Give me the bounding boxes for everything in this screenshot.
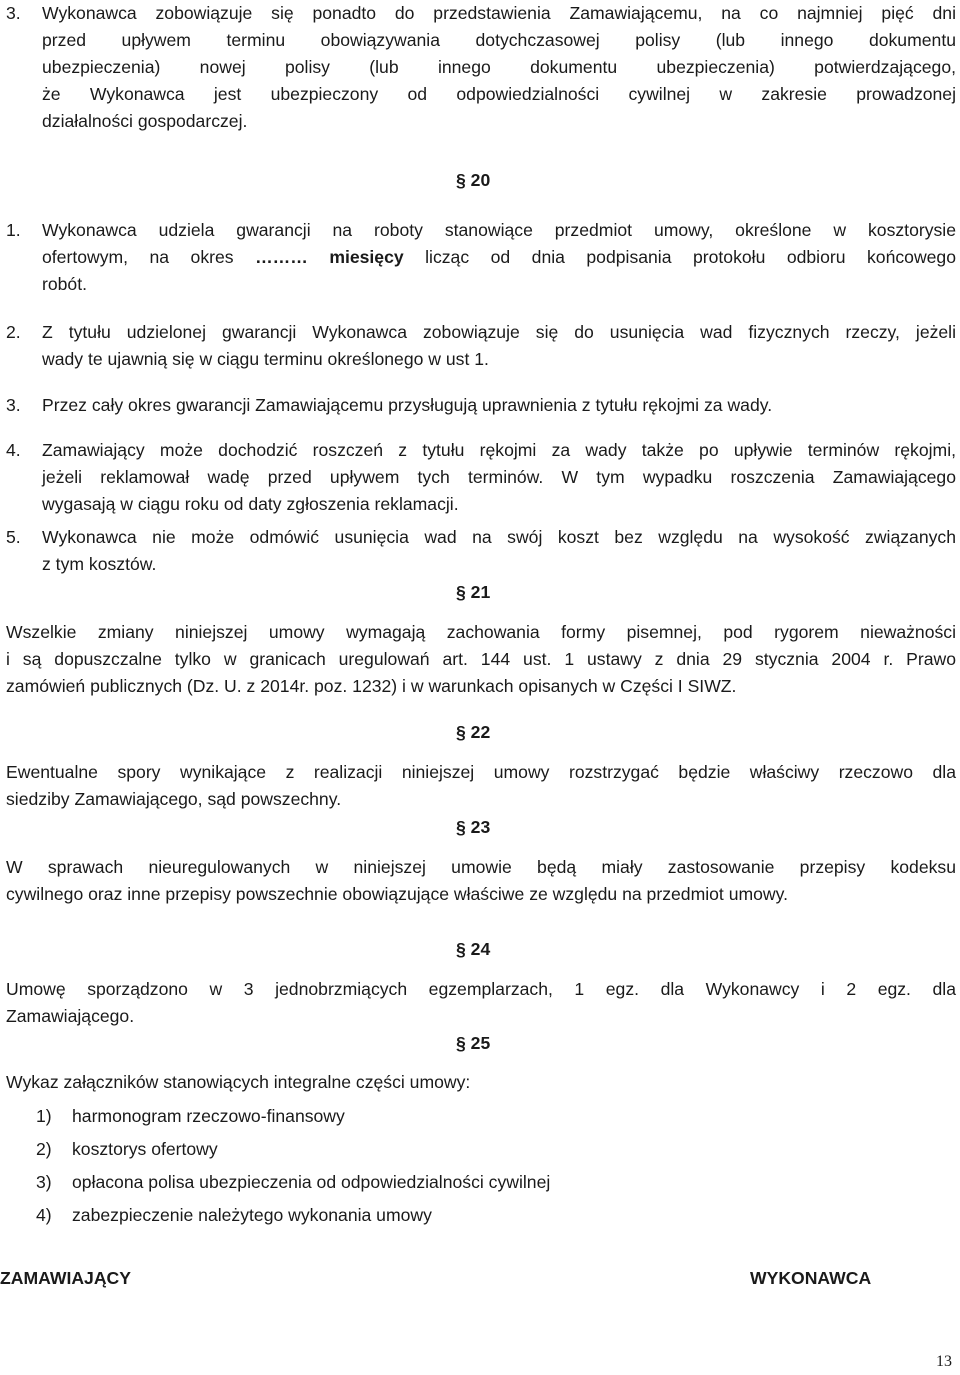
s20-item-1 <box>6 217 956 298</box>
clause-line: wygasają w ciągu roku od daty zgłoszenia reklamacji. <box>42 494 459 514</box>
s20-item-3 <box>6 392 956 419</box>
s25-intro <box>6 1069 956 1096</box>
paragraph-line: siedziby Zamawiającego, sąd powszechny. <box>6 789 342 809</box>
paragraph-line: Umowę sporządzono w 3 jednobrzmiących egzemplarzach, 1 egz. dla Wykonawcy i 2 egz. dla <box>6 979 956 999</box>
s20-item-4 <box>6 437 956 518</box>
list-item-text: opłacona polisa ubezpieczenia od odpowiedzialności cywilnej <box>72 1172 551 1192</box>
paragraph-line: W sprawach nieuregulowanych w niniejszej umowie będą miały zastosowanie przepisy kodeksu <box>6 857 956 877</box>
clause-3-insurance <box>6 0 956 135</box>
clause-number: 2. <box>6 322 21 342</box>
warranty-period-months: ……… miesięcy <box>255 247 404 267</box>
clause-line: działalności gospodarczej. <box>42 111 248 131</box>
signature-contractor: WYKONAWCA <box>750 1268 872 1288</box>
clause-line-part: licząc od dnia podpisania protokołu odbioru końcowego <box>403 247 957 267</box>
s21-paragraph <box>6 619 956 700</box>
list-item-number: 4) <box>36 1205 52 1225</box>
section-heading-25: § 25 <box>456 1033 491 1053</box>
clause-line: Przez cały okres gwarancji Zamawiającemu przysługują uprawnienia z tytułu rękojmi za wady. <box>42 395 773 415</box>
paragraph-line: Ewentualne spory wynikające z realizacji niniejszej umowy rozstrzygać będzie właściwy rzeczowo dla <box>6 762 956 782</box>
clause-line: Wykonawca zobowiązuje się ponadto do przedstawienia Zamawiającemu, na co najmniej pięć dni <box>42 3 956 23</box>
list-item-text: kosztorys ofertowy <box>72 1139 218 1159</box>
list-item-number: 1) <box>36 1106 52 1126</box>
paragraph-line: zamówień publicznych (Dz. U. z 2014r. poz. 1232) i w warunkach opisanych w Części I SIWZ. <box>6 676 737 696</box>
clause-line: Wykonawca udziela gwarancji na roboty stanowiące przedmiot umowy, określone w kosztorysie <box>42 220 956 240</box>
list-item-number: 2) <box>36 1139 52 1159</box>
s22-paragraph <box>6 759 956 813</box>
clause-line: z tym kosztów. <box>42 554 157 574</box>
s24-paragraph <box>6 976 956 1030</box>
paragraph-line: Wykaz załączników stanowiących integralne części umowy: <box>6 1072 471 1092</box>
section-heading-21: § 21 <box>456 582 491 602</box>
paragraph-line: i są dopuszczalne tylko w granicach uregulowań art. 144 ust. 1 ustawy z dnia 29 stycznia 2004 r. Prawo <box>6 649 956 669</box>
section-heading-22: § 22 <box>456 722 491 742</box>
clause-line: Z tytułu udzielonej gwarancji Wykonawca zobowiązuje się do usunięcia wad fizycznych rzeczy, jeżeli <box>42 322 956 342</box>
paragraph-line: Wszelkie zmiany niniejszej umowy wymagają zachowania formy pisemnej, pod rygorem nieważności <box>6 622 956 642</box>
paragraph-line: Zamawiającego. <box>6 1006 135 1026</box>
list-item-text: harmonogram rzeczowo-finansowy <box>72 1106 345 1126</box>
clause-number: 3. <box>6 395 21 415</box>
section-heading-23: § 23 <box>456 817 491 837</box>
signature-ordering-party: ZAMAWIAJĄCY <box>0 1268 131 1288</box>
s20-item-2 <box>6 319 956 373</box>
clause-number: 1. <box>6 220 21 240</box>
clause-line: Wykonawca nie może odmówić usunięcia wad na swój koszt bez względu na wysokość związanych <box>42 527 956 547</box>
clause-number: 4. <box>6 440 21 460</box>
clause-line: robót. <box>42 274 87 294</box>
clause-line: że Wykonawca jest ubezpieczony od odpowiedzialności cywilnej w zakresie prowadzonej <box>42 84 956 104</box>
clause-line: ubezpieczenia) nowej polisy (lub innego dokumentu ubezpieczenia) potwierdzającego, <box>42 57 956 77</box>
clause-line: przed upływem terminu obowiązywania dotychczasowej polisy (lub innego dokumentu <box>42 30 956 50</box>
section-heading-20: § 20 <box>456 170 491 190</box>
clause-line: wady te ujawnią się w ciągu terminu określonego w ust 1. <box>42 349 489 369</box>
clause-line: Zamawiający może dochodzić roszczeń z tytułu rękojmi za wady także po upływie terminów rękojmi, <box>42 440 956 460</box>
list-item-text: zabezpieczenie należytego wykonania umowy <box>72 1205 432 1225</box>
paragraph-line: cywilnego oraz inne przepisy powszechnie obowiązujące właściwe ze względu na przedmiot umowy. <box>6 884 789 904</box>
clause-number: 5. <box>6 527 21 547</box>
clause-line-part: ofertowym, na okres <box>42 247 256 267</box>
page-number: 13 <box>936 1353 952 1370</box>
section-heading-24: § 24 <box>456 939 491 959</box>
list-item-number: 3) <box>36 1172 52 1192</box>
clause-line: jeżeli reklamował wadę przed upływem tych terminów. W tym wypadku roszczenia Zamawiającego <box>42 467 956 487</box>
clause-number: 3. <box>6 3 21 23</box>
s23-paragraph <box>6 854 956 908</box>
s20-item-5 <box>6 524 956 578</box>
clause-line <box>42 244 956 271</box>
